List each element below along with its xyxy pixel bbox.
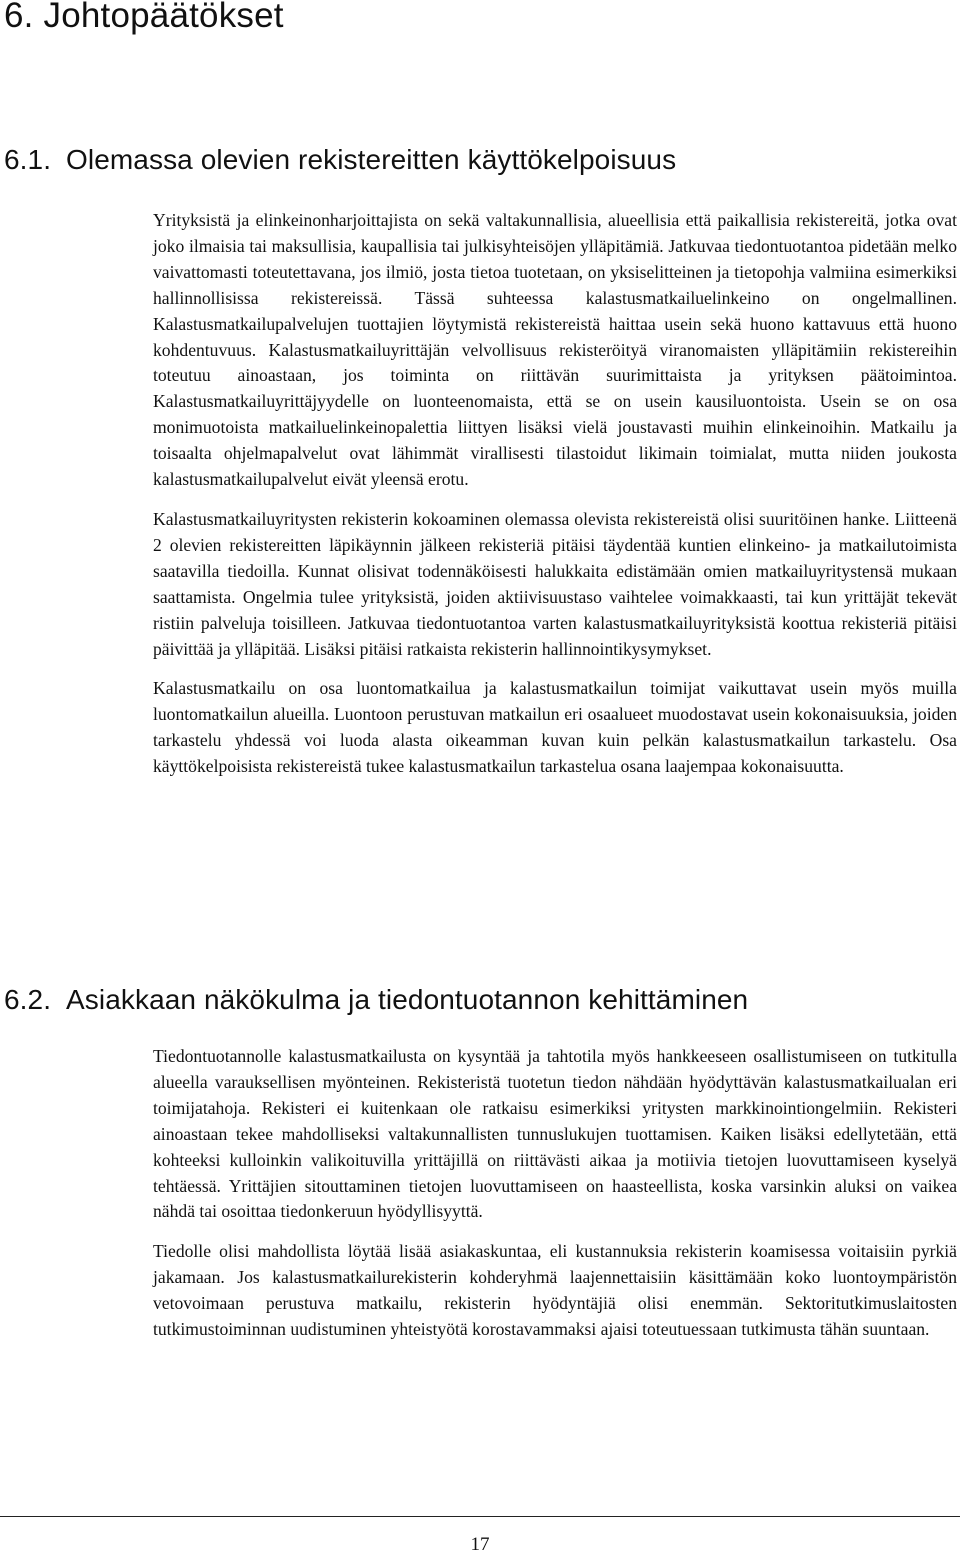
paragraph: Tiedolle olisi mahdollista löytää lisää asiakaskuntaa, eli kustannuksia rekisterin koamisessa voitaisiin pyrkiä jakamaan. Jos kalastusmatkailurekisterin kohderyhmä laajennettaisiin käsittämään koko luontoympäristön vetovoimaan perustuva matkailu, rekisterin hyödyntäjiä olisi enemmän. Sektoritutkimuslaitosten tutkimustoiminnan uudistuminen yhteistyötä korostavammaksi ajaisi toteutuessaan tutkimusta tähän suuntaan. (153, 1241, 957, 1340)
paragraph: Yrityksistä ja elinkeinonharjoittajista on sekä valtakunnallisia, alueellisia että paikallisia rekistereitä, jotka ovat joko ilmaisia tai maksullisia, kaupallisia tai julkisyhteisöjen ylläpitämiä. Jatkuvaa tiedontuotantoa pidetään melko vaivattomasti toteutettavana, jos ilmiö, josta tietoa tuotetaan, on yksiselitteinen ja tietopohja valmiina esimerkiksi hallinnollisissa rekistereissä. Tässä suhteessa kalastusmatkailuelinkeino on ongelmallinen. Kalastusmatkailupalvelujen tuottajien löytymistä rekistereistä haittaa usein sekä huono kattavuus että huono kohdentuvuus. Kalastusmatkailuyrittäjän velvollisuus rekisteröityä viranomaisten ylläpitämiin rekistereihin toteutuu ainoastaan, jos toiminta on riittävän suurimittaista ja yrityksen päätoimintoa. Kalastusmatkailuyrittäjyydelle on luonteenomaista, että se on usein kausiluontoista. Usein se on osa monimuotoista matkailuelinkeinopalettia liittyen lisäksi vielä joustavasti muihin elinkeinoihin. Matkailu ja toisaalta ohjelmapalvelut ovat lähimmät virallisesti tilastoidut likimain toimialat, mutta niiden joukosta kalastusmatkailupalvelut eivät yleensä erotu. (153, 210, 957, 490)
footer-divider (0, 1516, 960, 1517)
paragraph: Kalastusmatkailuyritysten rekisterin kokoaminen olemassa olevista rekistereistä olisi suuritöinen hanke. Liitteenä 2 olevien rekistereitten läpikäynnin jälkeen rekisteriä pitäisi täydentää kuntien elinkeino- ja matkailutoimista saatavilla tiedoilla. Kunnat olisivat todennäköisesti halukkaita edistämään omien matkailuyritystensä mukaan saattamista. Ongelmia tulee yrityksistä, joiden aktiivisuustaso vaihtelee voimakkaasti, tai kun yrittäjät tekevät ristiin palveluja toisilleen. Jatkuvaa tiedontuotantoa varten kalastusmatkailuyrityksistä koottua rekisteriä pitäisi päivittää ja ylläpitää. Lisäksi pitäisi ratkaista rekisterin hallinnointikysymykset. (153, 508, 957, 659)
section-body-6-1 (153, 208, 957, 780)
section-number: 6.1. (4, 144, 52, 175)
chapter-title: 6. Johtopäätökset (4, 0, 284, 35)
section-title-text: Olemassa olevien rekistereitten käyttökelpoisuus (66, 144, 677, 175)
section-heading-6-1 (4, 142, 676, 178)
paragraph: Tiedontuotannolle kalastusmatkailusta on kysyntää ja tahtotila myös hankkeeseen osallistumiseen on tutkitulla alueella varauksellisen myönteinen. Rekisteristä tuotetun tiedon nähdään hyödyttävän kalastusmatkailualan eri toimijatahoja. Rekisteri ei kuitenkaan ole ratkaisu esimerkiksi yritysten markkinointiongelmiin. Rekisteri ainoastaan tekee mahdolliseksi valtakunnallisten tunnuslukujen tuottamisen. Kaiken lisäksi edellytetään, että kohteeksi kulloinkin valikoituvilla yrittäjillä on riittävästi aikaa ja motiivia tietojen luovuttamiseen kyselyä tehtäessä. Yrittäjien sitouttaminen tietojen luovuttamiseen on haasteellista, koska varsinkin aluksi on vaikea nähdä tai osoittaa tiedonkeruun hyödyllisyyttä. (153, 1046, 957, 1222)
paragraph: Kalastusmatkailu on osa luontomatkailua ja kalastusmatkailun toimijat vaikuttavat usein myös muilla luontomatkailun alueilla. Luontoon perustuvan matkailun eri osaalueet muodostavat usein kokonaisuuksia, joiden tarkastelu yhdessä voi luoda alasta oikeamman kuvan kuin pelkän kalastusmatkailun tarkastelu. Osa käyttökelpoisista rekistereistä tukee kalastusmatkailun tarkastelua osana laajempaa kokonaisuutta. (153, 678, 957, 777)
section-body-6-2 (153, 1044, 957, 1343)
page-number: 17 (470, 1534, 490, 1555)
section-heading-6-2 (4, 982, 748, 1018)
section-number: 6.2. (4, 984, 52, 1015)
section-title-text: Asiakkaan näkökulma ja tiedontuotannon kehittäminen (66, 984, 749, 1015)
